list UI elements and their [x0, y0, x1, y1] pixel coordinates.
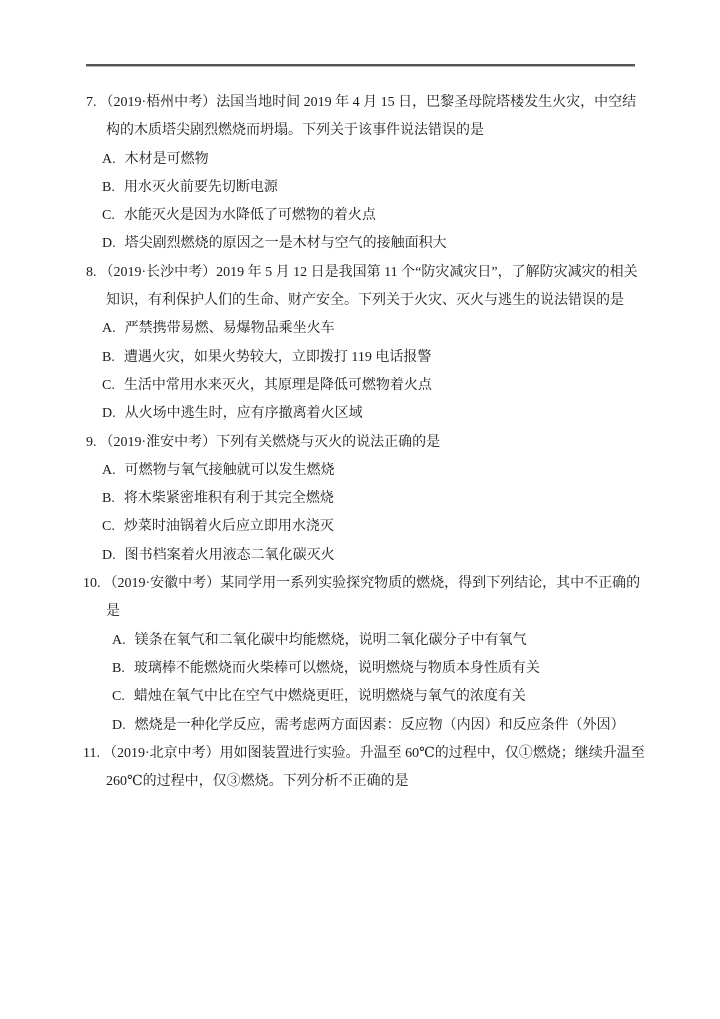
question-number: 10.: [83, 576, 101, 592]
option-text: 塔尖剧烈燃烧的原因之一是木材与空气的接触面积大: [124, 236, 447, 252]
option-text: 木材是可燃物: [124, 151, 209, 167]
option-label: D.: [102, 406, 116, 422]
option-label: B.: [102, 349, 115, 365]
option-text: 燃烧是一种化学反应，需考虑两方面因素：反应物（内因）和反应条件（外因）: [134, 717, 625, 733]
option-label: A.: [102, 151, 116, 167]
option-row-c: [86, 202, 648, 230]
option-row-c: [86, 513, 648, 541]
question-8: [86, 259, 648, 429]
option-row-d: [86, 542, 648, 570]
option-text: 玻璃棒不能燃烧而火柴棒可以燃烧，说明燃烧与物质本身性质有关: [133, 660, 540, 676]
option-label: D.: [102, 547, 116, 563]
option-row-b: [86, 174, 648, 202]
question-10: [83, 570, 648, 740]
option-text: 图书档案着火用液态二氧化碳灭火: [124, 547, 335, 563]
option-label: A.: [102, 321, 116, 337]
option-label: C.: [102, 519, 115, 535]
option-row-d: [83, 712, 648, 740]
option-text: 将木柴紧密堆积有利于其完全燃烧: [123, 491, 334, 507]
question-number: 9.: [86, 434, 97, 450]
option-text: 从火场中逃生时，应有序撤离着火区域: [124, 406, 363, 422]
question-text: （2019·北京中考）用如图装置进行实验。升温至 60℃的过程中，仅①燃烧；继续升温至 260℃的过程中，仅③燃烧。下列分析不正确的是: [102, 745, 645, 790]
question-stem: [86, 429, 648, 457]
option-label: A.: [102, 462, 116, 478]
question-number: 8.: [86, 264, 97, 280]
option-text: 镁条在氧气和二氧化碳中均能燃烧，说明二氧化碳分子中有氧气: [134, 632, 527, 648]
option-row-a: [83, 627, 648, 655]
option-row-d: [86, 400, 648, 428]
option-text: 水能灭火是因为水降低了可燃物的着火点: [123, 208, 376, 224]
top-divider-rule: [86, 64, 635, 67]
option-label: C.: [102, 377, 115, 393]
option-row-b: [86, 344, 648, 372]
option-row-d: [86, 230, 648, 258]
question-text: （2019·梧州中考）法国当地时间 2019 年 4 月 15 日，巴黎圣母院塔楼发生火灾，中空结构的木质塔尖剧烈燃烧而坍塌。下列关于该事件说法错误的是: [99, 95, 637, 139]
question-text: （2019·淮安中考）下列有关燃烧与灭火的说法正确的是: [99, 434, 441, 450]
option-text: 可燃物与氧气接触就可以发生燃烧: [124, 462, 335, 478]
question-stem: [83, 570, 648, 627]
option-text: 蜡烛在氧气中比在空气中燃烧更旺，说明燃烧与氧气的浓度有关: [133, 689, 526, 705]
option-label: A.: [112, 632, 126, 648]
question-number: 7.: [86, 95, 97, 110]
option-row-c: [86, 372, 648, 400]
option-text: 炒菜时油锅着火后应立即用水浇灭: [123, 519, 334, 535]
question-stem: [86, 89, 648, 146]
option-row-a: [86, 457, 648, 485]
option-row-b: [83, 655, 648, 683]
question-text: （2019·安徽中考）某同学用一系列实验探究物质的燃烧，得到下列结论，其中不正确的是: [103, 576, 641, 620]
option-label: D.: [102, 236, 116, 252]
option-text: 生活中常用水来灭火，其原理是降低可燃物着火点: [123, 377, 432, 393]
option-row-c: [83, 683, 648, 711]
question-stem: [83, 740, 648, 797]
option-row-b: [86, 485, 648, 513]
option-text: 严禁携带易燃、易爆物品乘坐火车: [124, 321, 335, 337]
option-text: 遭遇火灾，如果火势较大，立即拨打 119 电话报警: [123, 349, 432, 365]
question-stem: [86, 259, 648, 316]
questions-list: [0, 89, 720, 796]
question-number: 11.: [83, 745, 100, 761]
option-label: C.: [102, 208, 115, 224]
option-label: B.: [112, 660, 125, 676]
question-7: [86, 89, 648, 259]
question-text: （2019·长沙中考）2019 年 5 月 12 日是我国第 11 个“防灾减灾日”，了解防灾减灾的相关知识，有利保护人们的生命、财产安全。下列关于火灾、灭火与逃生的说法错误的是: [99, 264, 638, 309]
option-label: B.: [102, 179, 115, 195]
option-label: D.: [112, 717, 126, 733]
option-label: C.: [112, 689, 125, 705]
option-text: 用水灭火前要先切断电源: [123, 179, 278, 195]
option-row-a: [86, 315, 648, 343]
option-label: B.: [102, 491, 115, 507]
question-9: [86, 429, 648, 570]
question-11: [83, 740, 648, 797]
option-row-a: [86, 146, 648, 174]
